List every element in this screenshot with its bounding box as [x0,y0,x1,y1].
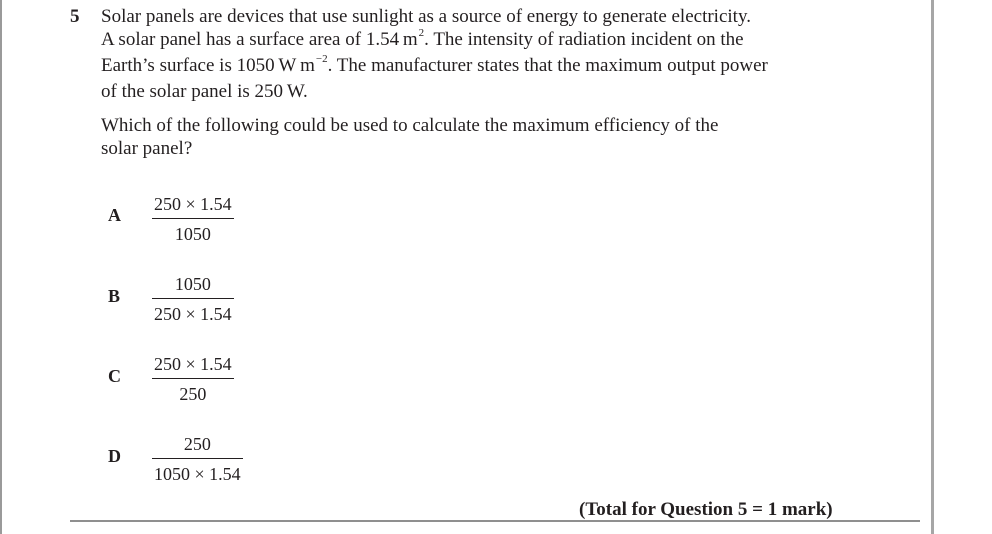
option-a-denominator: 1050 [174,224,211,244]
option-b-numerator: 1050 [174,274,211,294]
option-c-numerator: 250 × 1.54 [154,354,232,374]
superscript-exponent: −2 [315,53,328,65]
option-d-fraction [152,434,243,484]
stem-line-1: Solar panels are devices that use sunlight as a source of energy to generate electricity. [101,6,751,27]
prompt-line-2: solar panel? [101,138,193,159]
option-d-letter: D [108,446,121,466]
stem-line-4: of the solar panel is 250 W. [101,81,308,102]
question-prompt [101,114,821,160]
superscript-exponent: 2 [418,27,425,39]
page-left-border [0,0,2,534]
stem-line-2: A solar panel has a surface area of 1.54 $m^2$. The intensity of radiation incident on the [101,27,744,50]
option-c-letter: C [108,366,121,386]
option-b-fraction [152,274,234,324]
page-right-border [931,0,934,534]
option-d-denominator: 1050 × 1.54 [154,464,241,484]
stem-line-3: Earth’s surface is 1050 W $m^{-2}$. The manufacturer states that the maximum output power [101,53,768,76]
option-c-denominator: 250 [179,384,207,404]
question-end-rule [70,520,920,522]
option-b-letter: B [108,286,121,306]
question-stem [101,5,821,103]
option-a-numerator: 250 × 1.54 [154,194,232,214]
option-a-fraction [152,194,234,244]
option-d-numerator: 250 [183,434,211,454]
prompt-line-1: Which of the following could be used to calculate the maximum efficiency of the [101,115,719,136]
question-number: 5 [70,6,80,27]
option-a-letter: A [108,205,121,225]
total-marks: (Total for Question 5 = 1 mark) [579,499,833,520]
option-c-fraction [152,354,234,404]
option-b-denominator: 250 × 1.54 [154,304,232,324]
